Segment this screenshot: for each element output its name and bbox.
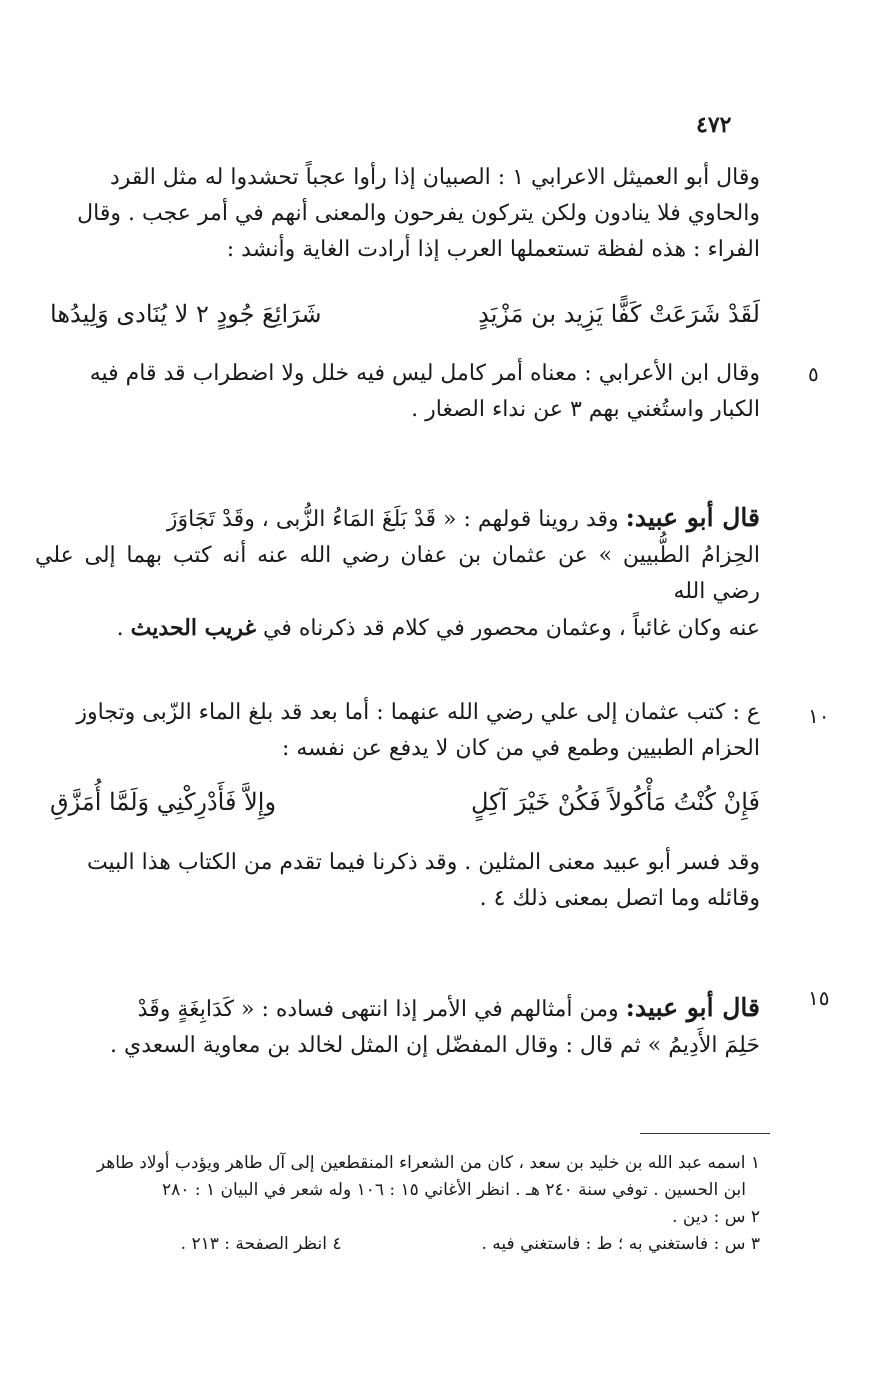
text-line: وقال أبو العميثل الاعرابي ١ : الصبيان إذا رأوا عجباً تحشدوا له مثل القرد [109, 165, 760, 190]
text-line [35, 500, 760, 538]
speaker-heading: قال أبو عبيد: [625, 993, 760, 1022]
footnote-1: ١ اسمه عبد الله بن خليد بن سعد ، كان من الشعراء المنقطعين إلى آل طاهر ويؤدب أولاد طاهر [96, 1153, 760, 1173]
text-line: ع : كتب عثمان إلى علي رضي الله عنهما : أما بعد قد بلغ الماء الزّبى وتجاوز [76, 700, 760, 725]
text-line: وقد فسر أبو عبيد معنى المثلين . وقد ذكرنا فيما تقدم من الكتاب هذا البيت [86, 850, 760, 875]
margin-line-number: ١٠ [808, 704, 830, 728]
text-line: وقائله وما اتصل بمعنى ذلك ٤ . [479, 886, 760, 911]
margin-line-number: ١٥ [808, 986, 830, 1010]
footnotes [30, 1150, 760, 1258]
text-run: ومن أمثالهم في الأمر إذا انتهى فساده : « كَدَابِغَةٍ وقَدْ [137, 997, 619, 1022]
footnote-3-4-row [30, 1231, 760, 1258]
text-line: الحِزامُ الطُّبيين » عن عثمان بن عفان رضي الله عنه أنه كتب بهما إلى علي رضي الله [35, 543, 760, 604]
footnote-1-continued: ابن الحسين . توفي سنة ٢٤٠ هـ . انظر الأغاني ١٥ : ١٠٦ وله شعر في البيان ١ : ٢٨٠ [162, 1180, 746, 1200]
footnote-4: ٤ انظر الصفحة : ٢١٣ . [180, 1234, 342, 1254]
page-number: ٤٧٢ [696, 112, 732, 138]
text-line: والحاوي فلا ينادون ولكن يتركون يفرحون والمعنى أنهم في أمر عجب . وقال [77, 201, 760, 226]
footnote-3: ٣ س : فاستغني به ؛ ط : فاستغني فيه . [481, 1234, 760, 1254]
text-run: وقد روينا قولهم : « قَدْ بَلَغَ المَاءُ الزُّبى ، وقَدْ تَجَاوَزَ [166, 507, 619, 532]
text-line: وقال ابن الأعرابي : معناه أمر كامل ليس فيه خلل ولا اضطراب قد قام فيه [89, 361, 760, 386]
text-run: . [116, 616, 124, 641]
text-line: حَلِمَ الأَدِيمُ » ثم قال : وقال المفضّل إن المثل لخالد بن معاوية السعدي . [109, 1033, 760, 1058]
paragraph-explanation [35, 845, 760, 917]
text-line [35, 610, 760, 647]
margin-line-number: ٥ [808, 362, 819, 386]
book-title-reference: غريب الحديث [130, 615, 256, 641]
paragraph-ibn-al-arabi [35, 356, 760, 428]
text-line: الكبار واستُغني بهم ٣ عن نداء الصغار . [411, 397, 760, 422]
text-line: الفراء : هذه لفظة تستعملها العرب إذا أرادت الغاية وأنشد : [226, 237, 760, 262]
verse-second-hemistich: شَرَائِعَ جُودٍ ٢ لا يُنَادى وَلِيدُها [50, 300, 322, 328]
footnote-divider [640, 1133, 770, 1134]
verse-second-hemistich: وإِلاَّ فَأَدْرِكْنِي وَلَمَّا أُمَزَّقِ [50, 788, 277, 816]
speaker-heading: قال أبو عبيد: [625, 503, 760, 532]
verse-yazid [50, 300, 760, 328]
text-run: عنه وكان غائباً ، وعثمان محصور في كلام قد ذكرناه في [263, 616, 760, 641]
verse-first-hemistich: لَقَدْ شَرَعَتْ كَفًّا يَزِيد بن مَزْيَدٍ [478, 300, 760, 328]
paragraph-qad-balagha [35, 500, 760, 647]
footnote-2: ٢ س : دين . [672, 1207, 760, 1227]
text-line: الحزام الطبيين وطمع في من كان لا يدفع عن نفسه : [281, 736, 760, 761]
paragraph-abu-al-umaythil [35, 160, 760, 268]
text-line [35, 990, 760, 1028]
verse-makul [50, 788, 760, 816]
paragraph-kadabigha [35, 990, 760, 1064]
verse-first-hemistich: فَإِنْ كُنْتُ مَأْكُولاً فَكُنْ خَيْرَ آكِلٍ [470, 788, 760, 816]
paragraph-uthman-letter [35, 695, 760, 767]
